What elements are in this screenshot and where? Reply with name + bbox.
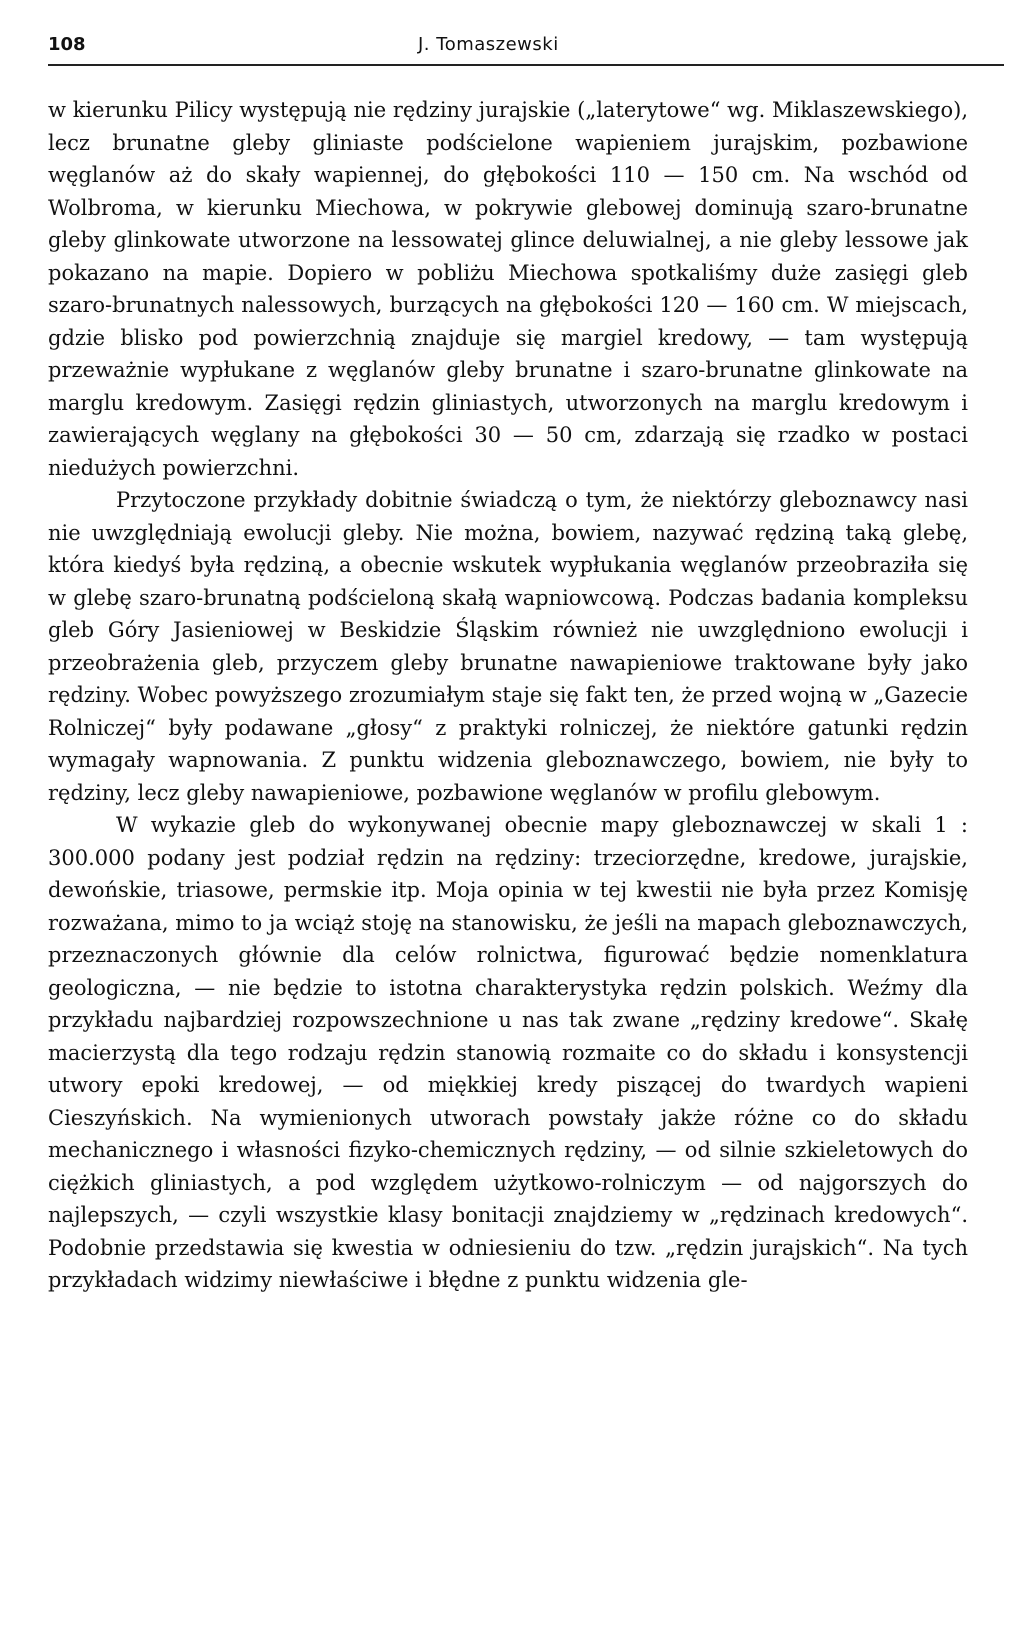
page-header	[48, 28, 1004, 66]
paragraph-2: Przytoczone przykłady dobitnie świadczą o tym, że niektórzy gleboznawcy nasi nie uwzględniają ewolucji gleby. Nie można, bowiem, nazywać rędziną taką glebę, która kiedyś była rędziną, a obecnie wskutek wypłukania węglanów przeobraziła się w glebę szaro-brunatną podścieloną skałą wapniowcową. Podczas badania kompleksu gleb Góry Jasieniowej w Beskidzie Śląskim również nie uwzględniono ewolucji i przeobrażenia gleb, przyczem gleby brunatne nawapieniowe traktowane były jako rędziny. Wobec powyższego zrozumiałym staje się fakt ten, że przed wojną w „Gazecie Rolniczej“ były podawane „głosy“ z praktyki rolniczej, że niektóre gatunki rędzin wymagały wapnowania. Z punktu widzenia gleboznawczego, bowiem, nie były to rędziny, lecz gleby nawapieniowe, pozbawione węglanów w profilu glebowym.	[48, 488, 968, 805]
paragraph-1: w kierunku Pilicy występują nie rędziny jurajskie („laterytowe“ wg. Miklaszewskiego), lecz brunatne gleby gliniaste podścielone wapieniem jurajskim, pozbawione węglanów aż do skały wapiennej, do głębokości 110 — 150 cm. Na wschód od Wolbroma, w kierunku Miechowa, w pokrywie glebowej dominują szaro-brunatne gleby glinkowate utworzone na lessowatej glince deluwialnej, a nie gleby lessowe jak pokazano na mapie. Dopiero w pobliżu Miechowa spotkaliśmy duże zasięgi gleb szaro-brunatnych nalessowych, burzących na głębokości 120 — 160 cm. W miejscach, gdzie blisko pod powierzchnią znajduje się margiel kredowy, — tam występują przeważnie wypłukane z węglanów gleby brunatne i szaro-brunatne glinkowate na marglu kredowym. Zasięgi rędzin gliniastych, utworzonych na marglu kredowym i zawierających węglany na głębokości 30 — 50 cm, zdarzają się rzadko w postaci niedużych powierzchni.	[48, 98, 968, 480]
page-number: 108	[48, 34, 86, 55]
running-head-author: J. Tomaszewski	[418, 34, 559, 55]
document-page	[48, 28, 968, 1297]
body-text	[48, 94, 968, 1297]
paragraph-3: W wykazie gleb do wykonywanej obecnie mapy gleboznawczej w skali 1 : 300.000 podany jest podział rędzin na rędziny: trzeciorzędne, kredowe, jurajskie, dewońskie, triasowe, permskie itp. Moja opinia w tej kwestii nie była przez Komisję rozważana, mimo to ja wciąż stoję na stanowisku, że jeśli na mapach gleboznawczych, przeznaczonych głównie dla celów rolnictwa, figurować będzie nomenklatura geologiczna, — nie będzie to istotna charakterystyka rędzin polskich. Weźmy dla przykładu najbardziej rozpowszechnione u nas tak zwane „rędziny kredowe“. Skałę macierzystą dla tego rodzaju rędzin stanowią rozmaite co do składu i konsystencji utwory epoki kredowej, — od miękkiej kredy piszącej do twardych wapieni Cieszyńskich. Na wymienionych utworach powstały jakże różne co do składu mechanicznego i własności fizyko-chemicznych rędziny, — od silnie szkieletowych do ciężkich gliniastych, a pod względem użytkowo-rolniczym — od najgorszych do najlepszych, — czyli wszystkie klasy bonitacji znajdziemy w „rędzinach kredowych“. Podobnie przedstawia się kwestia w odniesieniu do tzw. „rędzin jurajskich“. Na tych przykładach widzimy niewłaściwe i błędne z punktu widzenia gle-	[48, 813, 968, 1292]
